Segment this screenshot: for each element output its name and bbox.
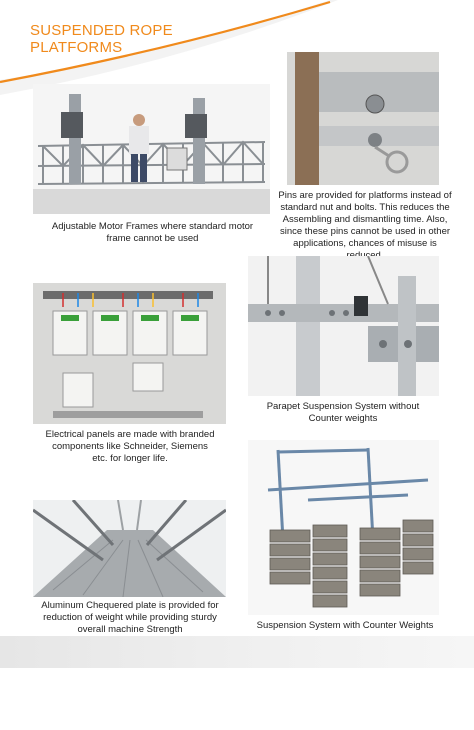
caption-electrical: Electrical panels are made with branded components like Schneider, Siemens etc. for longer life. [45,429,215,464]
caption-pins: Pins are provided for platforms instead of standard nut and bolts. This reduces the Assembling and dismantling time. Also, since these pins cannot be used in other applications, chances of misuse is [278,190,452,249]
photo-parapet [248,256,439,396]
footer-band [0,636,474,668]
counter-weights-image [248,440,439,615]
photo-counter-weights [248,440,439,615]
photo-pins [287,52,439,185]
platform-image [33,84,270,214]
caption-motor-frames: Adjustable Motor Frames where standard motor frame cannot be used [51,221,254,244]
caption-aluminum-plate: Aluminum Chequered plate is provided for reduction of weight while providing sturdy overall machine Strength [41,600,219,635]
photo-aluminum-plate [33,500,226,597]
caption-counter-weights: Suspension System with Counter Weights [256,620,434,631]
chequered-plate-image [33,500,226,597]
page-title [30,22,250,56]
page-title-line2: PLATFORMS [30,39,123,56]
pins-image [287,52,439,185]
caption-parapet: Parapet Suspension System without Counter weights [266,401,420,424]
page-title-line1: SUSPENDED ROPE [30,22,173,39]
parapet-image [248,256,439,396]
photo-electrical [33,283,226,424]
photo-motor-frames [33,84,270,214]
electrical-panel-image [33,283,226,424]
